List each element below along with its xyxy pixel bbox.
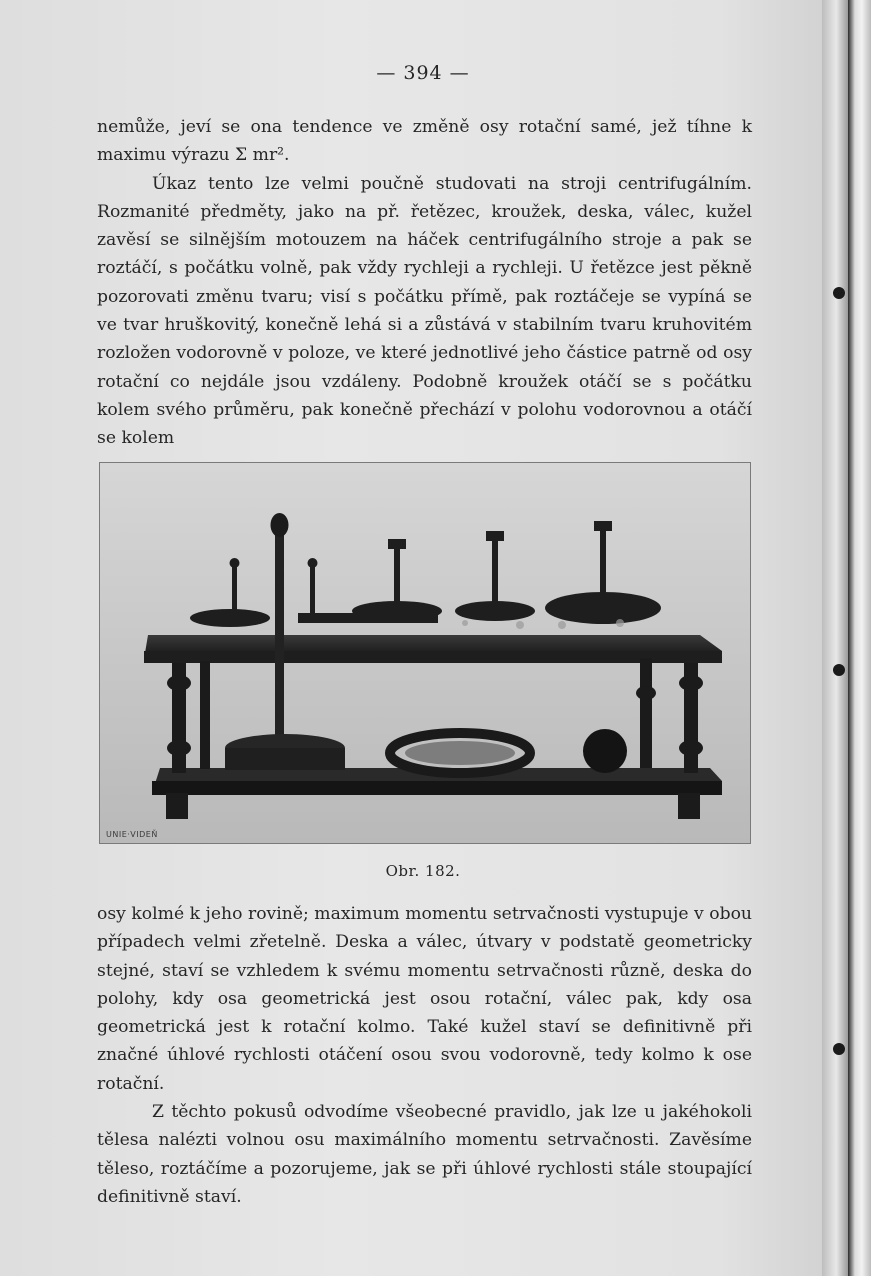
paragraph: Úkaz tento lze velmi poučně studovati na stroji centrifugálním. Rozmanité předměty, jako na př. řetězec, kroužek, deska, válec, kužel zavěsí se silnějším motouzem na háček centrifugálního stroje a pak se roztáčí, s počátku volně, pak vždy rychleji a rychleji. U řetězce jest pěkně pozorovati změnu tvaru; visí s počátku přímě, pak roztáčeje se vypíná se ve tvar hruškovitý, konečně lehá si a zůstává v stabilním tvaru kruhovitém rozložen vodorovně v poloze, ve které jednotlivé jeho částice patrně od osy rotační co nejdále jsou vzdáleny. Podobně kroužek otáčí se s počátku kolem svého průměru, pak konečně přechází v polohu vodorovnou a otáčí se kolem bbox=[97, 173, 752, 449]
book-edge bbox=[848, 0, 871, 1276]
binding-hole bbox=[833, 664, 845, 676]
binding-hole bbox=[833, 1043, 845, 1055]
figure-caption: Obr. 182. bbox=[385, 862, 461, 880]
figure-centrifugal-apparatus bbox=[99, 462, 751, 844]
apparatus-photo bbox=[100, 463, 750, 843]
page-spine bbox=[822, 0, 848, 1276]
paragraph: nemůže, jeví se ona tendence ve změně osy rotační samé, jež tíhne k maximu výrazu Σ mr². bbox=[97, 117, 752, 166]
paragraph: Z těchto pokusů odvodíme všeobecné pravidlo, jak lze u jakéhokoli tělesa nalézti volnou osu maximálního momentu setrvačnosti. Zavěsíme těleso, roztáčíme a pozorujeme, jak se při úhlové rychlosti stále stoupající definitivně staví. bbox=[97, 1102, 752, 1207]
body-text-bottom bbox=[97, 900, 752, 1211]
paragraph: osy kolmé k jeho rovině; maximum momentu setrvačnosti vystupuje v obou případech velmi zřetelně. Deska a válec, útvary v podstatě geometricky stejné, staví se vzhledem k svému momentu setrvačnosti různě, deska do polohy, kdy osa geometrická jest osou rotační, válec pak, kdy osa geometrická jest k rotační kolmo. Také kužel staví se definitivně při značné úhlové rychlosti otáčení osou svou vodorovně, tedy kolmo k ose rotační. bbox=[97, 904, 752, 1094]
binding-hole bbox=[833, 287, 845, 299]
photo-credit: UNIE·VIDEŇ bbox=[106, 830, 158, 839]
page-number: — 394 — bbox=[376, 62, 470, 84]
body-text-top bbox=[97, 113, 752, 453]
